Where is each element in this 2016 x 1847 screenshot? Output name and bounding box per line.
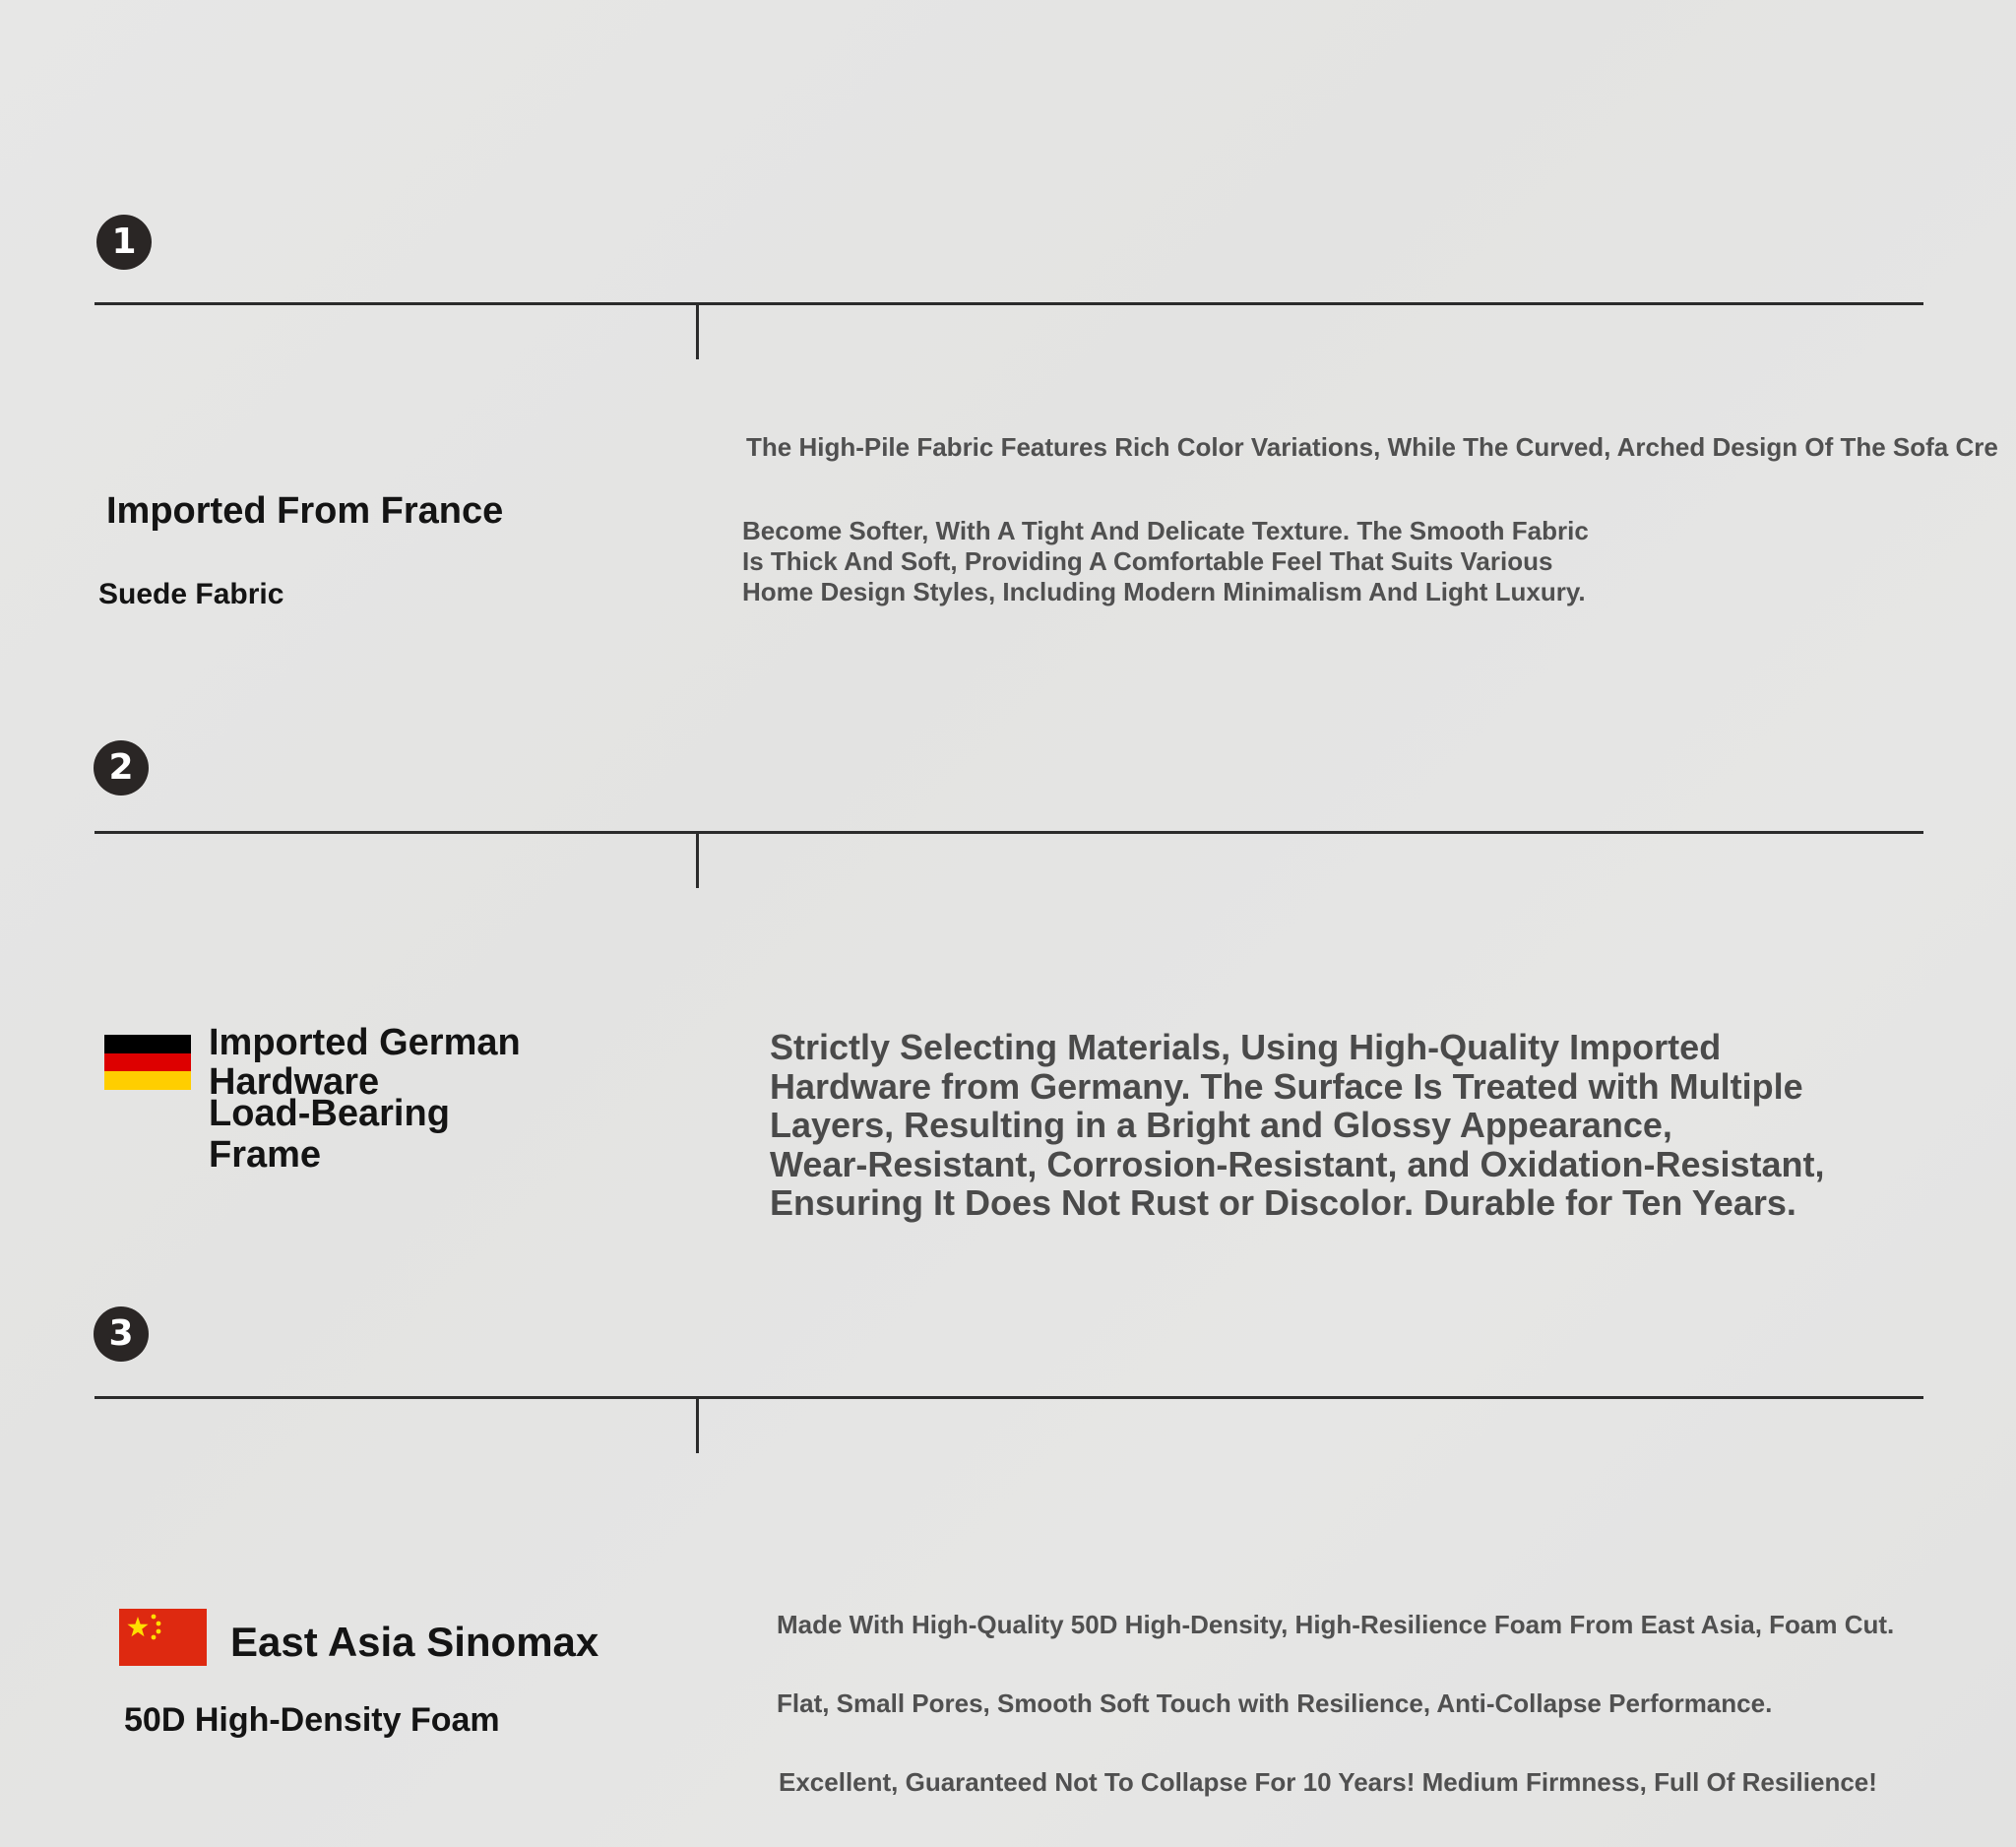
- section-title-line: Load-Bearing: [209, 1093, 450, 1134]
- china-flag-icon: [119, 1609, 207, 1666]
- description-line: Is Thick And Soft, Providing A Comfortable Feel That Suits Various: [742, 546, 1553, 576]
- description-line: Strictly Selecting Materials, Using High-Quality Imported: [770, 1027, 1722, 1067]
- section-number-badge-3: 3: [94, 1306, 149, 1362]
- section-divider-tick-1: [696, 305, 699, 359]
- section-number-badge-2: 2: [94, 740, 149, 796]
- description-line: The High-Pile Fabric Features Rich Color Variations, While The Curved, Arched Design Of The Sofa Cre: [746, 432, 1998, 462]
- section-title-line: Imported German: [209, 1022, 521, 1063]
- section-title: East Asia Sinomax: [230, 1619, 599, 1665]
- germany-flag-icon: [104, 1035, 191, 1090]
- description-line: Hardware from Germany. The Surface Is Treated with Multiple: [770, 1066, 1803, 1107]
- section-title-line: Frame: [209, 1134, 322, 1176]
- section-subtitle: Suede Fabric: [98, 578, 284, 610]
- description-line: Layers, Resulting in a Bright and Glossy Appearance,: [770, 1105, 1672, 1145]
- section-subtitle: 50D High-Density Foam: [124, 1701, 500, 1739]
- section-title: Imported From France: [106, 490, 504, 532]
- section-divider-tick-3: [696, 1399, 699, 1453]
- description-line: Wear-Resistant, Corrosion-Resistant, and Oxidation-Resistant,: [770, 1144, 1825, 1184]
- section-divider-tick-2: [696, 834, 699, 888]
- section-divider-line-2: [94, 831, 1923, 834]
- description-line: Made With High-Quality 50D High-Density, High-Resilience Foam From East Asia, Foam Cut.: [777, 1610, 1895, 1639]
- section-number-badge-1: 1: [96, 215, 152, 270]
- section-divider-line-1: [94, 302, 1923, 305]
- description-line: Excellent, Guaranteed Not To Collapse For 10 Years! Medium Firmness, Full Of Resilience!: [779, 1767, 1877, 1797]
- description-line: Flat, Small Pores, Smooth Soft Touch with Resilience, Anti-Collapse Performance.: [777, 1688, 1773, 1718]
- description-line: Home Design Styles, Including Modern Minimalism And Light Luxury.: [742, 577, 1586, 606]
- description-line: Become Softer, With A Tight And Delicate Texture. The Smooth Fabric: [742, 516, 1589, 545]
- section-divider-line-3: [94, 1396, 1923, 1399]
- section-title-line: Hardware: [209, 1061, 380, 1103]
- description-line: Ensuring It Does Not Rust or Discolor. Durable for Ten Years.: [770, 1182, 1796, 1223]
